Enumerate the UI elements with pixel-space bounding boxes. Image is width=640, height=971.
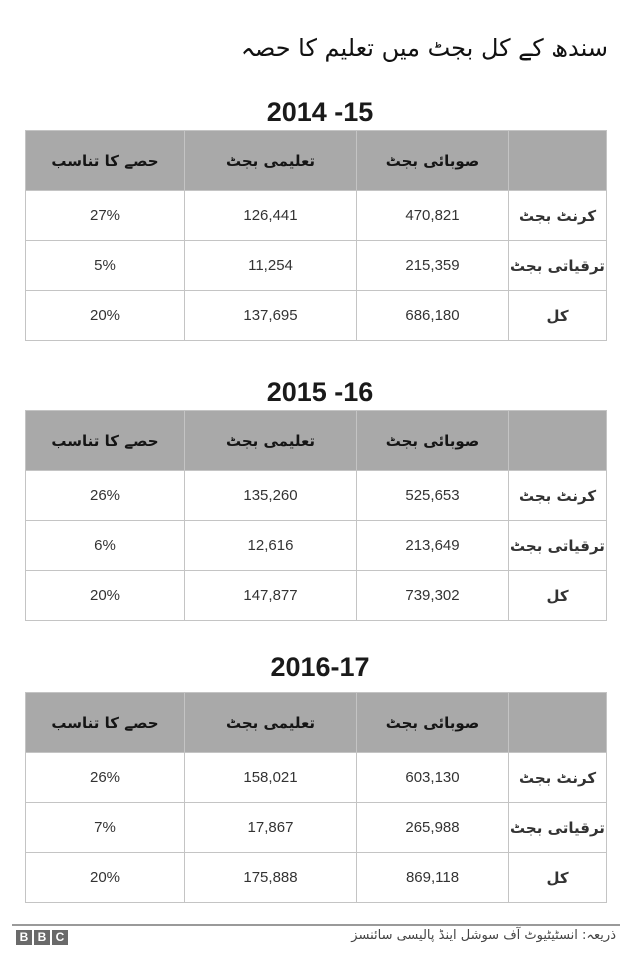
year-heading: 2016-17 [270,652,370,682]
column-header-education-budget: تعلیمی بجٹ [185,693,357,753]
education-budget-cell: 135,260 [185,471,357,521]
table-header-row [26,131,607,191]
column-header-provincial-budget: صوبائی بجٹ [357,411,509,471]
column-header-provincial-budget: صوبائی بجٹ [357,131,509,191]
row-label: کل [509,571,607,621]
share-cell: 26% [26,753,185,803]
table-row [26,241,607,291]
education-budget-cell: 12,616 [185,521,357,571]
share-cell: 26% [26,471,185,521]
table-row [26,753,607,803]
table-row [26,571,607,621]
table-header-row [26,411,607,471]
provincial-budget-cell: 686,180 [357,291,509,341]
footer-divider [12,924,620,926]
education-budget-cell: 11,254 [185,241,357,291]
source-credit: ذریعہ: انسٹیٹیوٹ آف سوشل اینڈ پالیسی سائنسز [351,928,616,943]
education-budget-cell: 158,021 [185,753,357,803]
year-heading: 2014 -15 [266,97,374,127]
share-cell: 5% [26,241,185,291]
provincial-budget-cell: 739,302 [357,571,509,621]
column-header-education-budget: تعلیمی بجٹ [185,131,357,191]
provincial-budget-cell: 869,118 [357,853,509,903]
column-header-share: حصے کا تناسب [26,131,185,191]
row-label: کرنٹ بجٹ [509,191,607,241]
share-cell: 20% [26,571,185,621]
budget-table-2015-16 [25,410,607,621]
bbc-logo [16,930,68,945]
education-budget-cell: 126,441 [185,191,357,241]
year-heading: 2015 -16 [266,377,374,407]
table-row [26,803,607,853]
budget-table-2016-17 [25,692,607,903]
row-label: کل [509,291,607,341]
provincial-budget-cell: 603,130 [357,753,509,803]
table-row [26,291,607,341]
column-header-label [509,411,607,471]
table-row [26,191,607,241]
bbc-logo-letter: B [16,930,32,945]
provincial-budget-cell: 215,359 [357,241,509,291]
table-row [26,521,607,571]
column-header-share: حصے کا تناسب [26,693,185,753]
row-label: کرنٹ بجٹ [509,471,607,521]
education-budget-cell: 137,695 [185,291,357,341]
share-cell: 20% [26,291,185,341]
bbc-logo-letter: B [34,930,50,945]
table-row [26,471,607,521]
row-label: ترقیاتی بجٹ [509,521,607,571]
education-budget-cell: 147,877 [185,571,357,621]
education-budget-cell: 175,888 [185,853,357,903]
column-header-label [509,693,607,753]
education-budget-cell: 17,867 [185,803,357,853]
share-cell: 6% [26,521,185,571]
budget-table-2014-15 [25,130,607,341]
share-cell: 20% [26,853,185,903]
row-label: ترقیاتی بجٹ [509,803,607,853]
row-label: کل [509,853,607,903]
table-row [26,853,607,903]
provincial-budget-cell: 525,653 [357,471,509,521]
provincial-budget-cell: 213,649 [357,521,509,571]
row-label: ترقیاتی بجٹ [509,241,607,291]
share-cell: 27% [26,191,185,241]
column-header-education-budget: تعلیمی بجٹ [185,411,357,471]
page-title: سندھ کے کل بجٹ میں تعلیم کا حصہ [240,34,608,62]
table-header-row [26,693,607,753]
share-cell: 7% [26,803,185,853]
column-header-provincial-budget: صوبائی بجٹ [357,693,509,753]
column-header-label [509,131,607,191]
bbc-logo-letter: C [52,930,68,945]
row-label: کرنٹ بجٹ [509,753,607,803]
column-header-share: حصے کا تناسب [26,411,185,471]
provincial-budget-cell: 265,988 [357,803,509,853]
provincial-budget-cell: 470,821 [357,191,509,241]
